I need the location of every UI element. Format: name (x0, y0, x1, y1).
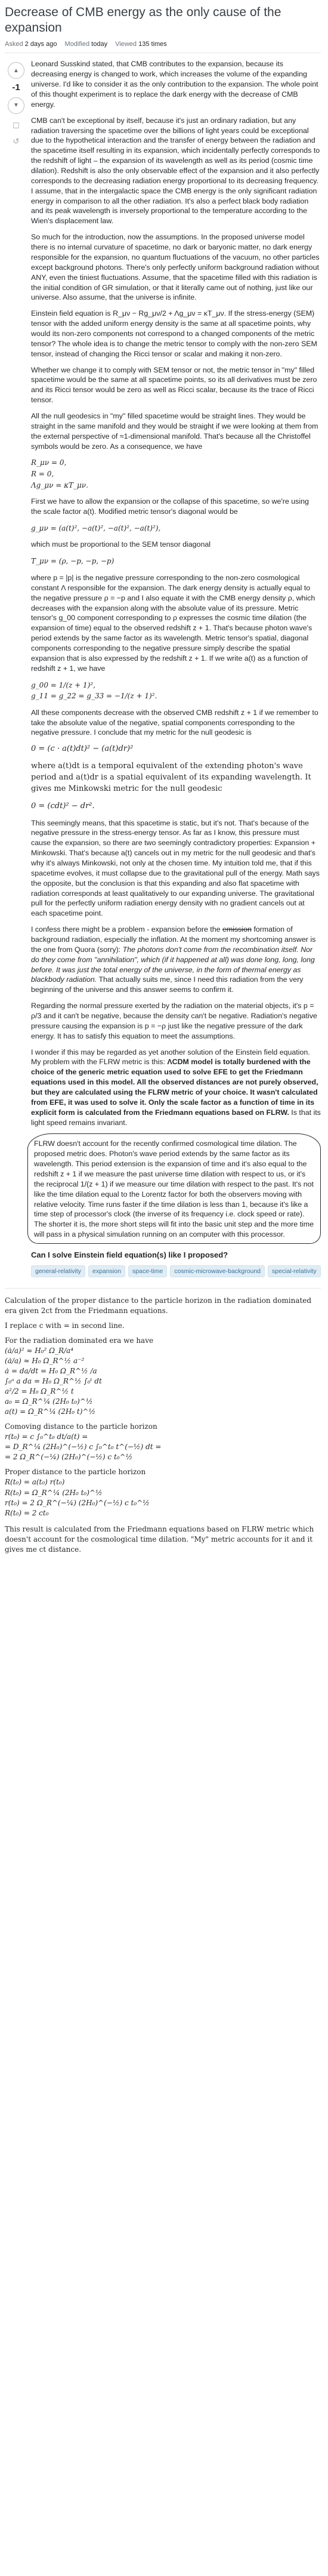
addendum-calculation (5, 1296, 321, 1555)
addendum-note: I replace c with = in second line. (5, 1321, 125, 1330)
math-line: a(t) = Ω_R^¼ (2H₀ t)^½ (5, 1407, 96, 1416)
addendum-label: For the radiation dominated era we have (5, 1336, 154, 1345)
asked-value: 2 days ago (24, 40, 57, 48)
paragraph-efe: Einstein field equation is R_μν − Rg_μν/2 + Λg_μν = κT_μν. If the stress-energy (SEM) tensor with the added uniform energy density is the same at all spacetime points, why would its non-zero components not correspond to a changed components of the metric tensor? The whole idea is to change the metric tensor to comply with the non-zero SEM tensor, instead of changing the Ricci tensor or scalar and making it non-zero. (31, 309, 317, 358)
tag-expansion[interactable]: expansion (88, 1265, 125, 1277)
viewed-value: 135 times (138, 40, 167, 48)
bookmark-icon[interactable]: ☐ (13, 121, 20, 130)
addendum-label: Comoving distance to the particle horizon (5, 1422, 157, 1431)
equation-line: g_00 = 1/(z + 1)², (31, 680, 95, 689)
history-icon[interactable]: ↺ (13, 136, 20, 146)
question-heading: Can I solve Einstein field equation(s) like I proposed? (31, 1250, 228, 1260)
vote-score: -1 (12, 82, 20, 93)
math-line: a₀ = Ω_R^¼ (2H₀ t₀)^½ (5, 1397, 93, 1406)
equation-null-geodesic: 0 = (c · a(t)dt)² − (a(t)dr)² (31, 744, 134, 754)
tag-cmb[interactable]: cosmic-microwave-background (170, 1265, 265, 1277)
equation-line: g_11 = g_22 = g_33 = −1/(z + 1)². (31, 692, 157, 701)
modified-label: Modified (64, 40, 90, 48)
tag-space-time[interactable]: space-time (128, 1265, 167, 1277)
tag-special-relativity[interactable]: special-relativity (268, 1265, 321, 1277)
flrw-intro: I wonder if this may be regarded as yet another solution of the Einstein field equation. My problem with the FLRW metric is this: (31, 1047, 310, 1067)
tag-list (31, 1265, 321, 1277)
math-line: (ȧ/a) ≈ H₀ Ω_R^½ a⁻² (5, 1357, 85, 1366)
math-line: ∫₀ᵃ a da = H₀ Ω_R^½ ∫₀ᵗ dt (5, 1377, 102, 1386)
upvote-arrow-icon[interactable]: ▲ (8, 62, 24, 79)
flrw-bold: ΛCDM model is totally burdened with the choice of the generic metric equation used to solve EFE to get the Friedmann equations used in this model. All the observed distances are not purely observed, but they are calculated using the FLRW metric of your choice. It wasn't calculated from EFE, it was used to solve it. Only the scale factor as a function of time in its explicit form is calculated from the Friedmann equations based on FLRW. (31, 1058, 318, 1117)
addendum-conclusion: This result is calculated from the Friedmann equations based on FLRW metric which doesn't account for the cosmological time dilation. "My" metric accounts for it and it gives me ct distance. (5, 1524, 314, 1554)
math-line: = D_R^¼ (2H₀)^(−½) c ∫₀^t₀ t^(−½) dt = (5, 1443, 162, 1452)
flrw-tail: Is that its light speed remains invariant. (31, 1108, 321, 1127)
paragraph-radiation-pressure: Regarding the normal pressure exerted by the radiation on the material objects, it's p = ρ/3 and it can't be negative, because the density can't be negative. Radiation's negative pressure causing the expansion is p = −ρ just like the negative pressure of the dark energy. It has to satisfy this equation to meet the assumptions. (31, 1002, 317, 1040)
paragraph-static: This seemingly means, that this spacetime is static, but it's not. That's because of the negative pressure in the stress-energy tensor. As far as I know, this pressure must cause the expansion, so there are two seemingly contradictory properties: Expansion + Minkowski. That's because a(t) cancels out in my metric for the null geodesic and that's why it's always Minkowski, not only at the chosen time. My intuition told me, that if this spacetime evolves, it must collapse due to the gravitational pull of the energy. Math says the opposite, but the conclusion is that this expanding and also flat spacetime with radiation corresponds at least qualitatively to our expanding universe. The gravitational pull for the perfectly uniform radiation energy density with no gradient cancels out at each spacetime point. (31, 818, 320, 918)
question-meta (5, 40, 321, 54)
quora-quote: The photons don't come from the recombination itself. Nor do they come from "annihilation", which (if it happened at all) was done long, long, long before. It was just the total energy of the universe, in the form of thermal energy as blackbody radiation. (31, 945, 315, 984)
equation-redshift-metric (31, 680, 321, 702)
math-line: R(t₀) = 2 ct₀ (5, 1508, 49, 1517)
confession-text: formation of background radiation, especially the inflation. At the moment my shortcoming answer is the one from Quora (sorry): (31, 925, 316, 954)
question-body (27, 59, 321, 1284)
paragraph-geodesics: All the null geodesics in "my" filled spacetime would be straight lines. They would be straight in the same manifold and they would be straight if we were looking at them from the external perspective of ≈1-dimensional manifold. That's because all the Christoffel symbols would be zero. As a consequence, we have (31, 411, 318, 451)
asked-label: Asked (5, 40, 23, 48)
paragraph-assumptions: So much for the introduction, now the assumptions. In the proposed universe model there is no internal curvature of spacetime, no dark or baryonic matter, no dark energy responsible for the expansion, no quantum fluctuations of the vacuum, no other particles except background photons. There's only perfectly uniform background radiation without ANY, even the tiniest fluctuations. Assume, that the spacetime filled with this radiation is the initial condition of GR simulation, or that it literally came out of nothing, just like our universe. Also assume, that the universe is infinite. (31, 233, 320, 302)
paragraph-components: All these components decrease with the observed CMB redshift z + 1 if we remember to take the absolute value of the negative, spatial components corresponding to the negative pressure. I conclude that my metric for the null geodesic is (31, 708, 318, 737)
addendum-label: Proper distance to the particle horizon (5, 1468, 146, 1477)
math-line: R(t₀) = a(t₀) r(t₀) (5, 1478, 65, 1487)
equation-metric-diagonal: g_μν = (a(t)², −a(t)², −a(t)², −a(t)²), (31, 523, 161, 532)
divider (5, 1288, 321, 1289)
time-dilation-text: FLRW doesn't account for the recently confirmed cosmological time dilation. The proposed metric does. Photon's wave period extends by the same factor as its wavelength. This period extension is the expansion of time and it's also equal to the redshift z + 1 if we measure the past universe time dilation with respect to us, or it's the reciprocal 1/(z + 1) if we measure our time dilation with respect to the past. It's not like the time dilation equal to the Lorentz factor for both the observers moving with relative velocity. Time runs faster if the time dilation is less than 1, because it's like a time step of processor's clock (the inverse of its frequency i.e. clock speed or rate). The shorter it is, the more short steps will fit into the basic unit step and the more time will pass in a physical simulation running on an computer with this processor. (34, 1139, 314, 1239)
vote-cell (5, 59, 27, 1284)
math-line: r(t₀) = c ∫₀^t₀ dt/a(t) = (5, 1432, 88, 1441)
confession-text: I confess there might be a problem - expansion before the (31, 925, 221, 934)
viewed-label: Viewed (115, 40, 137, 48)
addendum-intro: Calculation of the proper distance to the particle horizon in the radiation dominated era given 2ct from the Friedmann equations. (5, 1296, 312, 1315)
equation-ricci (31, 457, 321, 491)
equation-line: R_μν = 0, (31, 458, 67, 467)
equation-sem-diagonal: T_μν = (ρ, −p, −p, −p) (31, 557, 115, 566)
equation-minkowski: 0 = (cdt)² − dr². (31, 801, 95, 811)
question-layout (5, 59, 321, 1284)
math-line: a²/2 = H₀ Ω_R^½ t (5, 1387, 74, 1396)
downvote-arrow-icon[interactable]: ▼ (8, 97, 24, 114)
paragraph-cmb: CMB can't be exceptional by itself, because it's just an ordinary radiation, but any radiation traversing the spacetime over the billions of light years could be exceptional due to the hypothetical interaction and the transfer of energy between the radiation and the spacetime itself resulting in its expansion, which incidentally perfectly corresponds to the redshift of light – the expansion of its wavelength as well as its period (cosmic time dilation). Redshift is also the only observable effect of the expansion and it also perfectly corresponds to the decreasing radiation energy proportional to its decreasing frequency. I assume, that in the intergalactic space the CMB energy is the only significant radiation energy in comparison to all the other radiation. It's also a perfect black body radiation and its peak wavelength is inversely proportional to the temperature according to the Wien's displacement law. (31, 116, 320, 226)
math-line: ȧ = da/dt = H₀ Ω_R^½ /a (5, 1367, 97, 1376)
math-line: = 2 Ω_R^(−¼) (2H₀)^(−½) c t₀^½ (5, 1453, 133, 1462)
paragraph-proportional: which must be proportional to the SEM tensor diagonal (31, 540, 211, 549)
paragraph-scale-factor: First we have to allow the expansion or the collapse of this spacetime, so we're using the scale factor a(t). Modified metric tensor's diagonal would be (31, 497, 309, 516)
paragraph-confession (31, 925, 321, 995)
paragraph-intro: Leonard Susskind stated, that CMB contributes to the expansion, because its decreasing energy is changed to work, which increases the volume of the expanding universe. I'd like to consider it as the only contribution to the expansion. The whole point of this thought experiment is to replace the dark energy with the decrease of CMB energy. (31, 60, 318, 109)
equation-line: Λg_μν = κT_μν. (31, 480, 88, 489)
tag-general-relativity[interactable]: general-relativity (31, 1265, 85, 1277)
page-title[interactable]: Decrease of CMB energy as the only cause of the expansion (5, 5, 281, 35)
paragraph-pressure: where p = |p| is the negative pressure corresponding to the non-zero cosmological constant Λ responsible for the expansion. The dark energy density is actually equal to the negative pressure ρ = −p and I also equate it with the CMB energy density ρ, which decreases with the expansion along with the absolute value of its pressure. Metric tensor's g_00 component corresponding to ρ expresses the cosmic time dilation (the expansion of time) equal to the observed redshift z + 1. That's because photon wave's period extends by the same factor as its wavelength. Metric tensor's spatial, diagonal components corresponding to the negative pressure simply describe the spatial expansion that is also expressed by the redshift z + 1. If we write a(t) as a function of redshift z + 1, we have (31, 573, 315, 673)
paragraph-metric: Whether we change it to comply with SEM tensor or not, the metric tensor in "my" filled spacetime would be the same at all spacetime points, so its all derivatives must be zero and its Ricci tensor would be zero as well as Ricci scalar, because its the trace of Ricci tensor. (31, 365, 317, 405)
paragraph-flrw-problem (31, 1047, 321, 1128)
math-line: r(t₀) = 2 Ω_R^(−¼) (2H₀)^(−½) c t₀^½ (5, 1498, 150, 1507)
paragraph-minkowski: where a(t)dt is a temporal equivalent of the extending photon's wave period and a(t)dr is a spatial equivalent of its expanding wavelength. It gives me Minkowski metric for the null geodesic (31, 762, 311, 793)
equation-line: R = 0, (31, 469, 54, 478)
confession-text: That actually suits me, since I need this radiation from the very beginning of the universe and this answer seems to confirm it. (31, 975, 304, 994)
math-line: R(t₀) = Ω_R^¼ (2H₀ t₀)^½ (5, 1488, 103, 1497)
modified-value[interactable]: today (91, 40, 108, 48)
math-line: (ȧ/a)² ≈ H₀² Ω_R/a⁴ (5, 1346, 74, 1355)
struck-word: emission (222, 925, 252, 934)
circled-paragraph-time-dilation (27, 1133, 321, 1244)
